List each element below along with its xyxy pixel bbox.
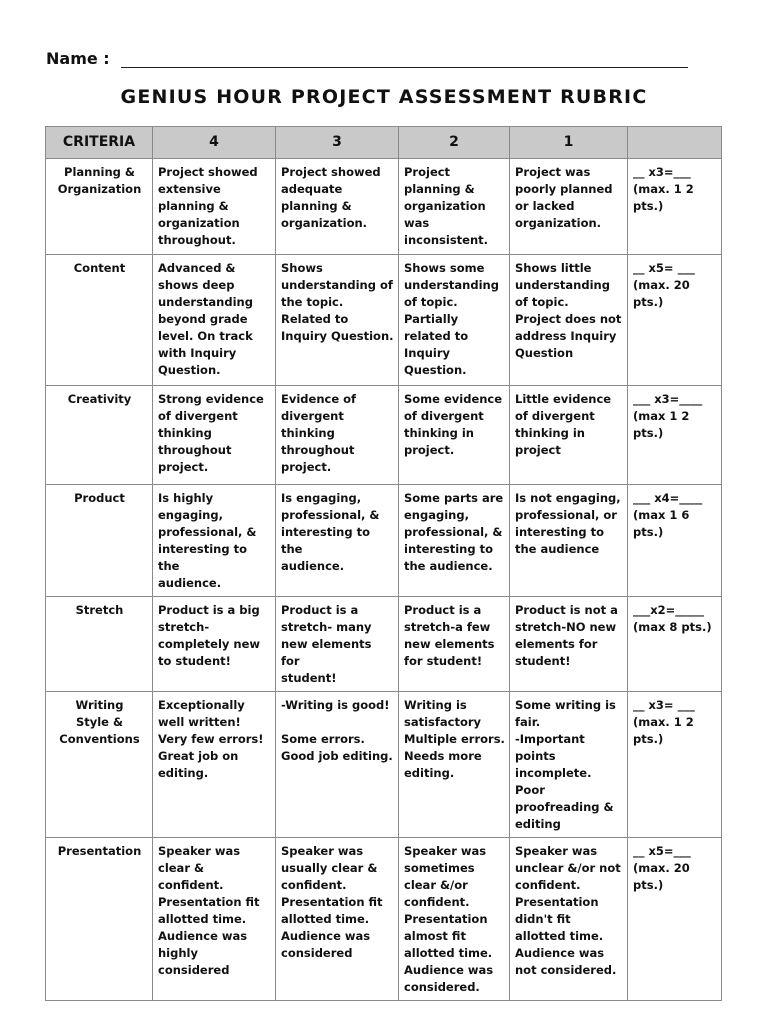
score-1-cell: Is not engaging, professional, or interesting to the audience (510, 485, 628, 597)
score-3-cell: Shows understanding of the topic. Related to Inquiry Question. (276, 255, 399, 386)
score-1-cell: Little evidence of divergent thinking in project (510, 386, 628, 485)
score-1-cell: Project was poorly planned or lacked organization. (510, 159, 628, 255)
score-3-cell: -Writing is good! Some errors. Good job editing. (276, 692, 399, 838)
points-cell: __ x3=___ (max. 1 2 pts.) (628, 159, 722, 255)
header-score-1: 1 (510, 127, 628, 159)
score-2-cell: Product is a stretch-a few new elements for student! (399, 597, 510, 692)
criteria-cell: Content (46, 255, 153, 386)
table-row (46, 255, 722, 386)
table-row (46, 386, 722, 485)
points-cell: __ x3= ___ (max. 1 2 pts.) (628, 692, 722, 838)
header-score-2: 2 (399, 127, 510, 159)
score-2-cell: Speaker was sometimes clear &/or confident. Presentation almost fit allotted time. Audience was considered. (399, 838, 510, 1001)
rubric-table (45, 126, 722, 1001)
score-4-cell: Exceptionally well written! Very few errors! Great job on editing. (153, 692, 276, 838)
score-2-cell: Writing is satisfactory Multiple errors. Needs more editing. (399, 692, 510, 838)
table-row (46, 597, 722, 692)
criteria-cell: Presentation (46, 838, 153, 1001)
table-row (46, 159, 722, 255)
score-3-cell: Project showed adequate planning & organization. (276, 159, 399, 255)
table-row (46, 838, 722, 1001)
name-label: Name : (46, 49, 116, 68)
header-score-3: 3 (276, 127, 399, 159)
score-2-cell: Some parts are engaging, professional, & interesting to the audience. (399, 485, 510, 597)
name-blank-line (121, 50, 688, 68)
score-4-cell: Is highly engaging, professional, & interesting to the audience. (153, 485, 276, 597)
score-4-cell: Product is a big stretch- completely new to student! (153, 597, 276, 692)
page-title: GENIUS HOUR PROJECT ASSESSMENT RUBRIC (120, 86, 648, 108)
score-3-cell: Evidence of divergent thinking throughout project. (276, 386, 399, 485)
table-row (46, 692, 722, 838)
criteria-cell: Product (46, 485, 153, 597)
score-2-cell: Project planning & organization was inconsistent. (399, 159, 510, 255)
score-1-cell: Some writing is fair. -Important points incomplete. Poor proofreading & editing (510, 692, 628, 838)
points-cell: __ x5=___ (max. 20 pts.) (628, 838, 722, 1001)
header-points (628, 127, 722, 159)
header-row (46, 127, 722, 159)
score-4-cell: Advanced & shows deep understanding beyond grade level. On track with Inquiry Question. (153, 255, 276, 386)
points-cell: ___ x3=____ (max 1 2 pts.) (628, 386, 722, 485)
score-1-cell: Product is not a stretch-NO new elements for student! (510, 597, 628, 692)
criteria-cell: Writing Style & Conventions (46, 692, 153, 838)
score-4-cell: Project showed extensive planning & organization throughout. (153, 159, 276, 255)
score-2-cell: Shows some understanding of topic. Partially related to Inquiry Question. (399, 255, 510, 386)
score-3-cell: Speaker was usually clear & confident. Presentation fit allotted time. Audience was considered (276, 838, 399, 1001)
points-cell: ___ x4=____ (max 1 6 pts.) (628, 485, 722, 597)
header-score-4: 4 (153, 127, 276, 159)
criteria-cell: Creativity (46, 386, 153, 485)
score-1-cell: Shows little understanding of topic. Project does not address Inquiry Question (510, 255, 628, 386)
points-cell: __ x5= ___ (max. 20 pts.) (628, 255, 722, 386)
table-row (46, 485, 722, 597)
points-cell: ___x2=_____ (max 8 pts.) (628, 597, 722, 692)
score-3-cell: Product is a stretch- many new elements for student! (276, 597, 399, 692)
score-4-cell: Speaker was clear & confident. Presentation fit allotted time. Audience was highly considered (153, 838, 276, 1001)
score-2-cell: Some evidence of divergent thinking in project. (399, 386, 510, 485)
criteria-cell: Planning & Organization (46, 159, 153, 255)
score-4-cell: Strong evidence of divergent thinking throughout project. (153, 386, 276, 485)
score-3-cell: Is engaging, professional, & interesting to the audience. (276, 485, 399, 597)
score-1-cell: Speaker was unclear &/or not confident. Presentation didn't fit allotted time. Audience was not considered. (510, 838, 628, 1001)
header-criteria: CRITERIA (46, 127, 153, 159)
name-row (46, 44, 688, 68)
criteria-cell: Stretch (46, 597, 153, 692)
